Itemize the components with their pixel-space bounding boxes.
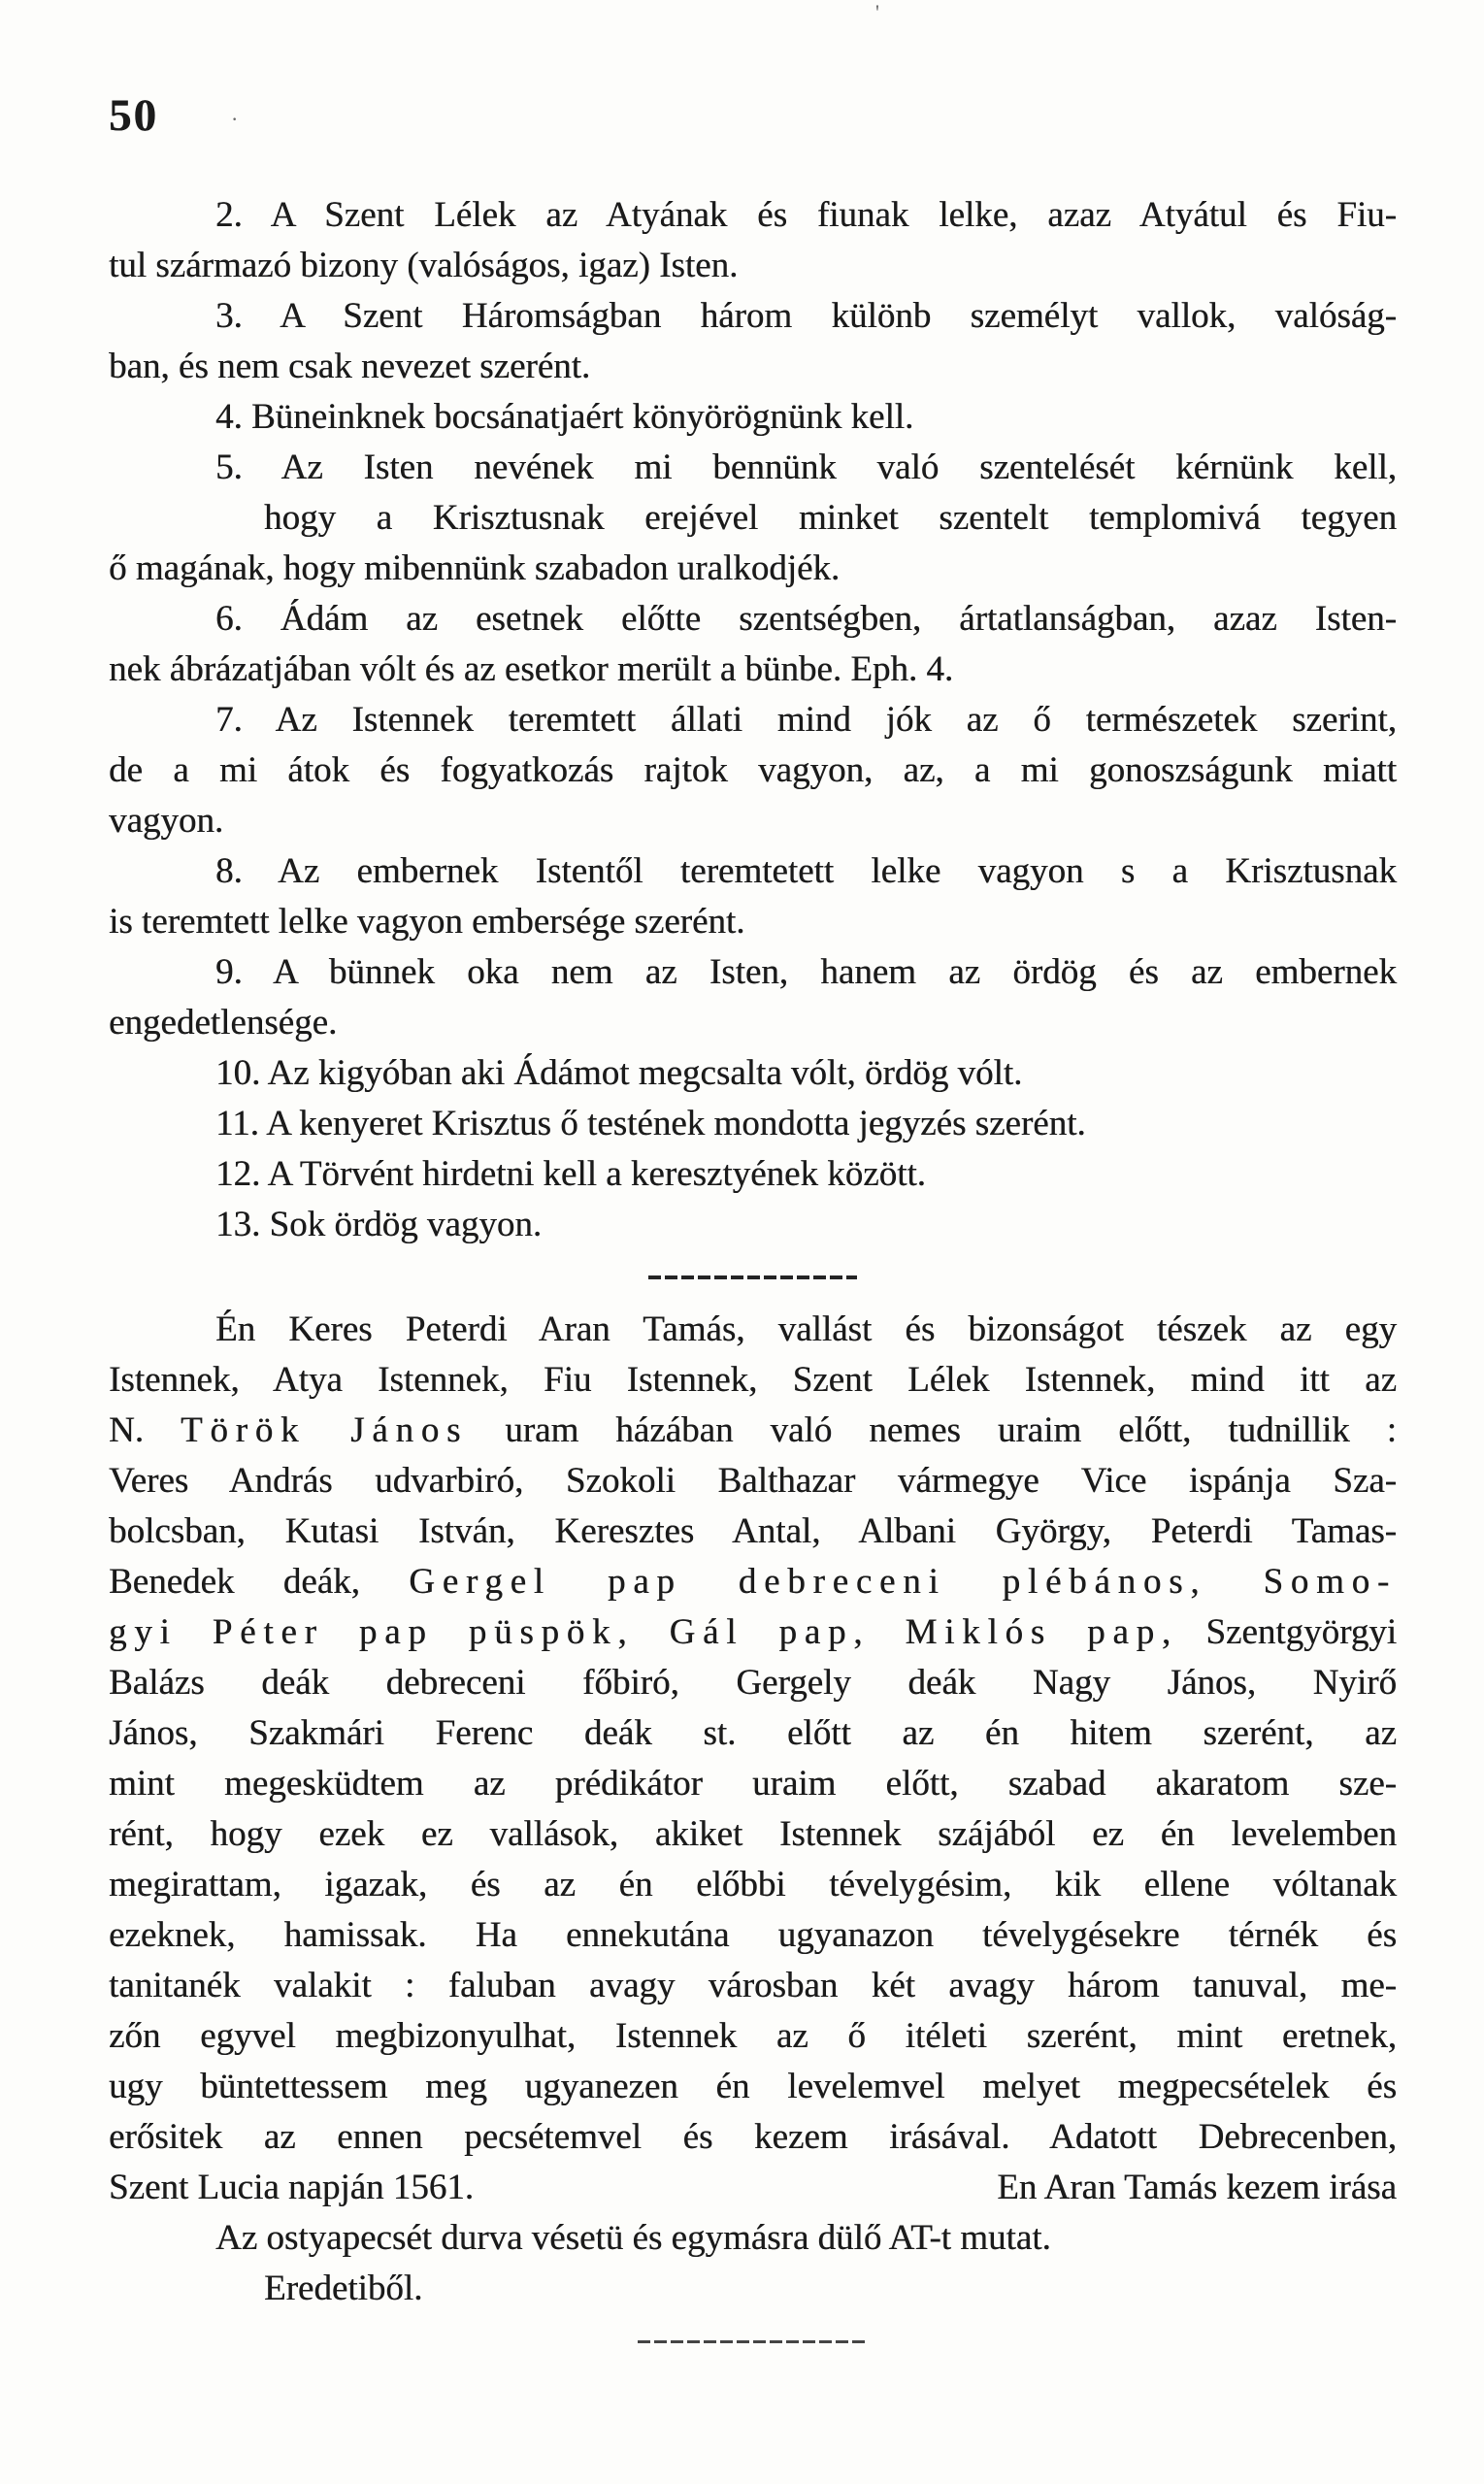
paragraph	[109, 392, 1397, 443]
text-segment: 7. Az Istennek teremtett állati mind jók az ő természetek szerint,	[215, 700, 1397, 740]
scan-artifact: ·	[231, 107, 239, 131]
text-segment: Veres András udvarbiró, Szokoli Balthazar vármegye Vice ispánja Sza-	[109, 1461, 1397, 1501]
text-segment: 8. Az embernek Istentől teremtetett lelke vagyon s a Krisztusnak	[215, 851, 1397, 891]
text-segment: rént, hogy ezek ez vallások, akiket Istennek szájából ez én levelemben	[109, 1814, 1397, 1854]
paragraph	[109, 1149, 1397, 1200]
text-segment: mint megesküdtem az prédikátor uraim előtt, szabad akaratom sze-	[109, 1764, 1397, 1804]
paragraph	[109, 291, 1397, 392]
text-line	[109, 2011, 1397, 2062]
text-line	[109, 1658, 1397, 1708]
text-segment: 12. A Törvént hirdetni kell a keresztyének között.	[215, 1154, 926, 1194]
text-line	[109, 1048, 1397, 1099]
text-segment: hogy a Krisztusnak erejével minket szentelt templomivá tegyen	[264, 498, 1397, 538]
text-line	[109, 846, 1397, 897]
text-segment: Istennek, Atya Istennek, Fiu Istennek, Szent Lélek Istennek, mind itt az	[109, 1360, 1397, 1400]
paragraph	[109, 594, 1397, 695]
text-line	[109, 241, 1397, 291]
text-segment: 3. A Szent Háromságban három különb személyt vallok, valóság-	[215, 296, 1397, 336]
text-segment: ugy büntettessem meg ugyanezen én levelemvel melyet megpecsételek és	[109, 2067, 1397, 2106]
signature-text: En Aran Tamás kezem irása	[997, 2168, 1397, 2207]
text-segment: 5. Az Isten nevének mi bennünk való szentelését kérnünk kell,	[215, 447, 1397, 487]
text-line	[109, 947, 1397, 998]
text-line	[109, 1961, 1397, 2011]
text-segment: János, Szakmári Ferenc deák st. előtt az én hitem szerént, az	[109, 1713, 1397, 1753]
text-segment: Szentgyörgyi	[1177, 1612, 1397, 1652]
text-segment: 13. Sok ördög vagyon.	[215, 1205, 543, 1244]
text-segment: engedetlensége.	[109, 1003, 338, 1043]
text-segment: Balázs deák debreceni főbiró, Gergely deák Nagy János, Nyirő	[109, 1663, 1397, 1703]
text-line	[109, 1759, 1397, 1809]
text-segment: Eredetiből.	[264, 2269, 423, 2308]
text-segment: nek ábrázatjában vólt és az esetkor merült a bünbe. Eph. 4.	[109, 649, 954, 689]
text-line	[109, 2213, 1397, 2264]
text-segment: 6. Ádám az esetnek előtte szentségben, ártatlanságban, azaz Isten-	[215, 599, 1397, 639]
text-segment: tul származó bizony (valóságos, igaz) Isten.	[109, 246, 739, 285]
text-line	[109, 493, 1397, 544]
text-segment: ban, és nem csak nevezet szerént.	[109, 347, 591, 386]
text-segment: de a mi átok és fogyatkozás rajtok vagyon, az, a mi gonoszságunk miatt	[109, 750, 1397, 790]
text-segment: ezeknek, hamissak. Ha ennekutána ugyanazon tévelygésekre térnék és	[109, 1915, 1397, 1955]
text-line	[109, 2062, 1397, 2112]
text-line	[109, 695, 1397, 745]
text-line	[109, 1406, 1397, 1456]
text-segment: megirattam, igazak, és az én előbbi tévelygésim, kik ellene vóltanak	[109, 1865, 1397, 1904]
text-segment: 4. Büneinknek bocsánatjaért könyörögnünk kell.	[215, 397, 914, 437]
paragraph	[109, 443, 1397, 594]
letterspaced-text: Török János	[181, 1410, 469, 1450]
text-segment: 9. A bünnek oka nem az Isten, hanem az ördög és az embernek	[215, 952, 1397, 992]
text-line	[109, 897, 1397, 947]
paragraph	[109, 190, 1397, 291]
text-line	[109, 745, 1397, 796]
text-line	[109, 2264, 1397, 2314]
text-segment: 11. A kenyeret Krisztus ő testének mondotta jegyzés szerént.	[215, 1104, 1086, 1143]
text-segment: 10. Az kigyóban aki Ádámot megcsalta vólt, ördög vólt.	[215, 1053, 1023, 1093]
section-divider	[648, 1275, 857, 1279]
text-line	[109, 1200, 1397, 1250]
text-segment: N.	[109, 1410, 181, 1450]
text-line	[109, 2163, 1397, 2213]
text-line	[109, 1507, 1397, 1557]
scan-artifact: '	[875, 0, 879, 24]
dateline: Szent Lucia napján 1561.	[109, 2168, 475, 2207]
text-line	[109, 342, 1397, 392]
paragraph	[109, 1099, 1397, 1149]
letterspaced-text: Gergel pap debreceni plébános, Somo-	[409, 1562, 1397, 1602]
text-line	[109, 645, 1397, 695]
text-segment: ő magának, hogy mibennünk szabadon uralkodjék.	[109, 548, 841, 588]
divider-row	[109, 1250, 1397, 1305]
text-segment: zőn egyvel megbizonyulhat, Istennek az ő itéleti szerént, mint eretnek,	[109, 2016, 1397, 2056]
text-line	[109, 1456, 1397, 1507]
text-line	[109, 392, 1397, 443]
text-line	[109, 998, 1397, 1048]
text-line	[109, 1355, 1397, 1406]
text-line	[109, 2112, 1397, 2163]
text-line	[109, 1809, 1397, 1860]
text-line	[109, 594, 1397, 645]
page-number: 50	[109, 90, 158, 141]
text-line	[109, 1910, 1397, 1961]
text-line	[109, 1708, 1397, 1759]
text-line	[109, 1149, 1397, 1200]
text-segment: bolcsban, Kutasi István, Keresztes Antal, Albani György, Peterdi Tamas-	[109, 1511, 1397, 1551]
text-line	[109, 796, 1397, 846]
text-line	[109, 544, 1397, 594]
text-line	[109, 190, 1397, 241]
text-line	[109, 1305, 1397, 1355]
paragraph	[109, 1305, 1397, 2213]
divider-row	[109, 2314, 1397, 2368]
text-line	[109, 1557, 1397, 1607]
section-divider	[638, 2340, 869, 2343]
letterspaced-text: gyi Péter pap püspök, Gál pap, Miklós pap,	[109, 1612, 1178, 1652]
text-segment: vagyon.	[109, 801, 224, 841]
paragraph	[109, 1048, 1397, 1099]
paragraph	[109, 846, 1397, 947]
text-segment: uram házában való nemes uraim előtt, tudnillik :	[468, 1410, 1397, 1450]
text-segment: is teremtett lelke vagyon embersége szerént.	[109, 902, 745, 942]
page-content	[109, 190, 1397, 2368]
text-line	[109, 1607, 1397, 1658]
paragraph	[109, 695, 1397, 846]
text-segment: erősitek az ennen pecsétemvel és kezem irásával. Adatott Debrecenben,	[109, 2117, 1397, 2157]
text-segment: tanitanék valakit : faluban avagy városban két avagy három tanuval, me-	[109, 1966, 1397, 2005]
text-segment: 2. A Szent Lélek az Atyának és fiunak lelke, azaz Atyátul és Fiu-	[215, 195, 1397, 235]
text-segment: Az ostyapecsét durva vésetü és egymásra dülő AT-t mutat.	[215, 2218, 1051, 2258]
text-line	[109, 1860, 1397, 1910]
text-segment: Én Keres Peterdi Aran Tamás, vallást és bizonságot tészek az egy	[215, 1309, 1397, 1349]
paragraph	[109, 947, 1397, 1048]
paragraph	[109, 1200, 1397, 1250]
text-line	[109, 291, 1397, 342]
text-line	[109, 443, 1397, 493]
text-line	[109, 1099, 1397, 1149]
paragraph	[109, 2213, 1397, 2314]
text-segment: Benedek deák,	[109, 1562, 410, 1602]
